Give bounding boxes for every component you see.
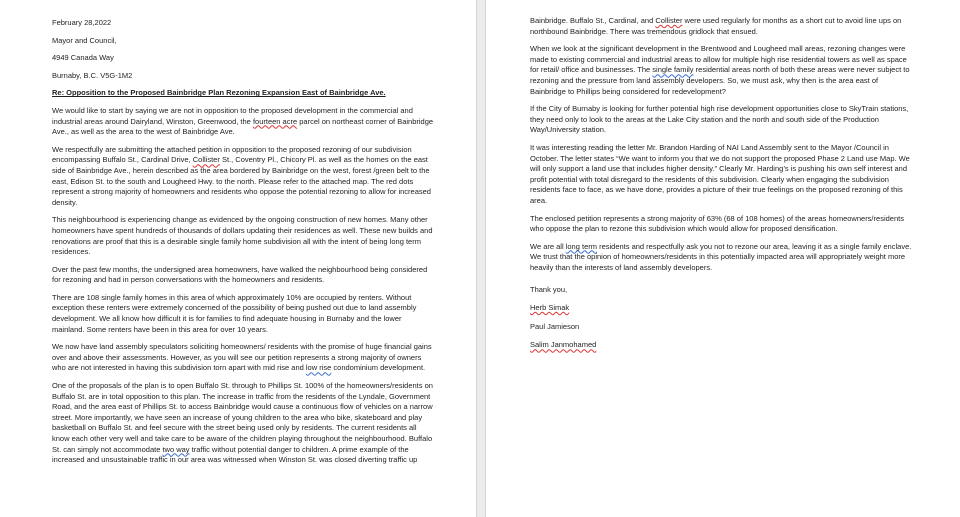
signatory-name: Salim Janmohamed bbox=[530, 340, 597, 350]
signatory-name: Herb Simak bbox=[530, 303, 570, 313]
closing-line: Thank you, bbox=[530, 285, 568, 295]
paragraph-harding: It was interesting reading the letter Mr. Brandon Harding of NAI Land Assembly sent to the Mayor /Council in October. The letter states “We want to inform you that we do not support the proposed Phase 2 Land use Map. We will only support a land use that includes higher density.” Clearly Mr. Harding’s is pushing his own self interest and profit potential with total disregard to the residents of this subdivision. Clearly when engaging the subdivision residents face to face, as we have done, provides a picture of their true feelings on the proposed rezoning of this area. bbox=[530, 142, 910, 205]
recipient-city: Burnaby, B.C. V5G-1M2 bbox=[52, 70, 133, 80]
paragraph-walk: Over the past few months, the undersigned area homeowners, have walked the neighbourhood being considered for rezoning and had in person conversations with the homeowners and residents. bbox=[52, 264, 428, 285]
grammar-word: single family bbox=[652, 65, 694, 75]
letter-date: February 28,2022 bbox=[52, 18, 112, 27]
letter-page-1 bbox=[0, 0, 476, 517]
page-2-body bbox=[530, 16, 914, 359]
paragraph-request: We are all long term residents and respectfully ask you not to rezone our area, leaving it as a single family enclave. We trust that the opinion of homeowners/residents in this potentially impacted area will appropriately weight more heavily than the interests of land assembly developers. bbox=[530, 241, 912, 272]
signatory-name: Paul Jamieson bbox=[530, 321, 580, 331]
page-1-body bbox=[52, 18, 436, 473]
grammar-word: two way bbox=[162, 444, 190, 454]
paragraph-speculators: We now have land assembly speculators soliciting homeowners/ residents with the promise of huge financial gains over and above their assessments. However, as you will see our petition represents a strong majority of owners who are not interested in having this subdivision torn apart with mid rise and low rise condominium development. bbox=[52, 342, 432, 373]
letter-recipient: Mayor and Council, bbox=[52, 35, 117, 45]
paragraph-skytrain: If the City of Burnaby is looking for further potential high rise development opportunities close to SkyTrain stations, they need only to look to the areas at the Lake City station and the north and south side of the Production Way/University station. bbox=[530, 104, 909, 135]
paragraph-neighbourhood: This neighbourhood is experiencing change as evidenced by the ongoing construction of new homes. Many other homeowners have spent hundreds of thousands of dollars updating their residences as well. These new builds and renovations are proof that this is a desirable single family home subdivision all with the intent of being long term residences. bbox=[52, 215, 433, 257]
spellcheck-word: fourteen acre bbox=[252, 116, 298, 126]
paragraph-buffalo: One of the proposals of the plan is to open Buffalo St. through to Phillips St. 100% of the homeowners/residents on Buffalo St. are in total opposition to this plan. The increase in traffic from the residents of the Lyndale, Government Road, and the area east of Phillips St. to access Bainbridge would cause a continuous flow of vehicles on a narrow street. More importantly, we have seen an increase of young children to the area who bike, skateboard and play basketball on Buffalo St. and feel secure with the street being used only by residents. The current residents all know each other very well and take care to be aware of the children playing throughout the neighbourhood. Buffalo St. can simply not accommodate two way traffic without potential danger to children. A prime example of the increased and unsustainable traffic in our area was witnessed when Winston St. was closed diverting traffic up bbox=[52, 381, 433, 465]
paragraph-intro: We would like to start by saying we are not in opposition to the proposed development in the commercial and industrial areas around Dairyland, Winston, Greenwood, the fourteen acre parcel on northeast corner of Bainbridge Ave., as well as the area to the west of Bainbridge Ave. bbox=[52, 105, 434, 137]
paragraph-petition: We respectfully are submitting the attached petition in opposition to the proposed rezoning of our subdivision encompassing Buffalo St., Cardinal Drive, Collister St., Coventry Pl., Chicory Pl. as well as the homes on the east side of Bainbridge Ave., herein described as the area bordered by Bainbridge on the west, forest /green belt to the east, Edison St. to the south and Lougheed Hwy. to the north. Please refer to the attached map. The red dots represent a strong majority of homeowners and residents who oppose the potential rezoning to allow for increased density. bbox=[52, 144, 431, 207]
letter-subject: Re: Opposition to the Proposed Bainbridge Plan Rezoning Expansion East of Bainbridge Ave. bbox=[52, 88, 386, 98]
paragraph-development: When we look at the significant development in the Brentwood and Lougheed mall areas, rezoning changes were made to existing commercial and industrial areas to allow for multiple high rise residential towers as well as space for retail/ office and businesses. The single family residential areas north of both these areas were never subject to rezoning and the pressure from land assembly developers. So, we must ask, why then is the area east of Bainbridge to Phillips being considered for redevelopment? bbox=[530, 44, 910, 96]
paragraph-majority: The enclosed petition represents a strong majority of 63% (68 of 108 homes) of the areas homeowners/residents who oppose the plan to rezone this subdivision which would allow for proposed densification. bbox=[530, 213, 904, 234]
page-gap bbox=[476, 0, 486, 517]
spellcheck-word: Collister bbox=[192, 155, 220, 165]
paragraph-renters: There are 108 single family homes in this area of which approximately 10% are occupied by renters. Without exception these renters were extremely concerned of the possibility of being pushed out due to land assembly development. We all know how difficult it is for families to find adequate housing in Burnaby and the lower mainland. Some renters have been in this area for over 10 years. bbox=[52, 292, 417, 334]
paragraph-traffic: Bainbridge. Buffalo St., Cardinal, and Collister were used regularly for months as a short cut to avoid line ups on northbound Bainbridge. There was tremendous gridlock that ensued. bbox=[530, 16, 902, 36]
letter-page-2 bbox=[486, 0, 960, 517]
spellcheck-word: Collister bbox=[655, 16, 683, 25]
grammar-word: low rise bbox=[305, 363, 332, 373]
recipient-address: 4949 Canada Way bbox=[52, 53, 114, 63]
grammar-word: long term bbox=[565, 241, 597, 251]
